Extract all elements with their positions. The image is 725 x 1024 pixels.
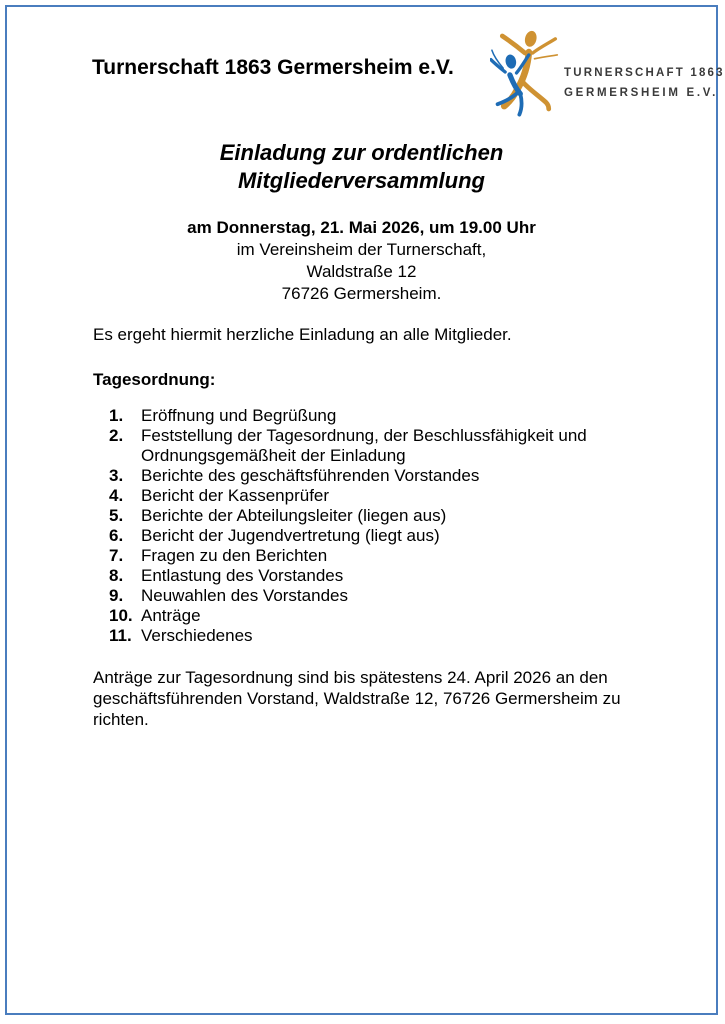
agenda-item-text: Fragen zu den Berichten bbox=[141, 546, 328, 565]
agenda-item bbox=[109, 586, 621, 606]
agenda-item-number: 2. bbox=[109, 426, 124, 445]
event-city: 76726 Germersheim. bbox=[281, 284, 442, 303]
agenda-item bbox=[109, 546, 621, 566]
agenda-item-number: 9. bbox=[109, 586, 124, 605]
agenda-item-text: Entlastung des Vorstandes bbox=[141, 566, 344, 585]
event-venue: im Vereinsheim der Turnerschaft, bbox=[236, 240, 487, 259]
agenda-item-text: Berichte der Abteilungsleiter (liegen aus) bbox=[141, 506, 447, 525]
logo-text-line2: GERMERSHEIM E.V. bbox=[564, 87, 718, 99]
logo-text-line1: TURNERSCHAFT 1863 bbox=[564, 67, 725, 79]
event-street: Waldstraße 12 bbox=[306, 262, 417, 281]
agenda-item bbox=[109, 506, 621, 526]
agenda-heading: Tagesordnung: bbox=[93, 370, 216, 389]
document-title-line1: Einladung zur ordentlichen bbox=[219, 140, 504, 165]
agenda-item bbox=[109, 606, 621, 626]
document-title bbox=[7, 139, 716, 195]
agenda-list bbox=[109, 406, 621, 646]
document-page bbox=[5, 5, 725, 1015]
agenda-item-text: Eröffnung und Begrüßung bbox=[141, 406, 337, 425]
document-title-line2: Mitgliederversammlung bbox=[238, 168, 485, 193]
gymnasts-logo-icon bbox=[490, 27, 562, 117]
agenda-item-number: 1. bbox=[109, 406, 124, 425]
agenda-item bbox=[109, 566, 621, 586]
agenda-item-number: 3. bbox=[109, 466, 124, 485]
event-datetime: am Donnerstag, 21. Mai 2026, um 19.00 Uhr bbox=[187, 218, 536, 237]
agenda-item-text: Bericht der Jugendvertretung (liegt aus) bbox=[141, 526, 440, 545]
agenda-item bbox=[109, 486, 621, 506]
agenda-item bbox=[109, 526, 621, 546]
agenda-item-text: Berichte des geschäftsführenden Vorstandes bbox=[141, 466, 480, 485]
agenda-item bbox=[109, 466, 621, 486]
agenda-item bbox=[109, 626, 621, 646]
agenda-item bbox=[109, 426, 621, 466]
agenda-item-number: 6. bbox=[109, 526, 124, 545]
agenda-item-text: Neuwahlen des Vorstandes bbox=[141, 586, 348, 605]
agenda-item-number: 10. bbox=[109, 606, 133, 625]
agenda-item-number: 11. bbox=[109, 626, 132, 645]
club-logo bbox=[490, 27, 725, 122]
agenda-item-text: Feststellung der Tagesordnung, der Beschlussfähigkeit und Ordnungsgemäßheit der Einladung bbox=[141, 426, 587, 465]
agenda-item-text: Verschiedenes bbox=[141, 626, 253, 645]
org-name-heading: Turnerschaft 1863 Germersheim e.V. bbox=[92, 56, 454, 79]
agenda-item bbox=[109, 406, 621, 426]
agenda-item-number: 8. bbox=[109, 566, 124, 585]
logo-wordmark bbox=[564, 63, 725, 103]
agenda-item-text: Anträge bbox=[141, 606, 201, 625]
agenda-item-number: 5. bbox=[109, 506, 124, 525]
motions-deadline-note: Anträge zur Tagesordnung sind bis spätestens 24. April 2026 an den geschäftsführenden Vorstand, Waldstraße 12, 76726 Germersheim zu richten. bbox=[93, 668, 621, 729]
event-details bbox=[7, 217, 716, 305]
agenda-item-number: 4. bbox=[109, 486, 124, 505]
intro-sentence: Es ergeht hiermit herzliche Einladung an alle Mitglieder. bbox=[93, 325, 512, 344]
agenda-item-text: Bericht der Kassenprüfer bbox=[141, 486, 330, 505]
agenda-item-number: 7. bbox=[109, 546, 124, 565]
